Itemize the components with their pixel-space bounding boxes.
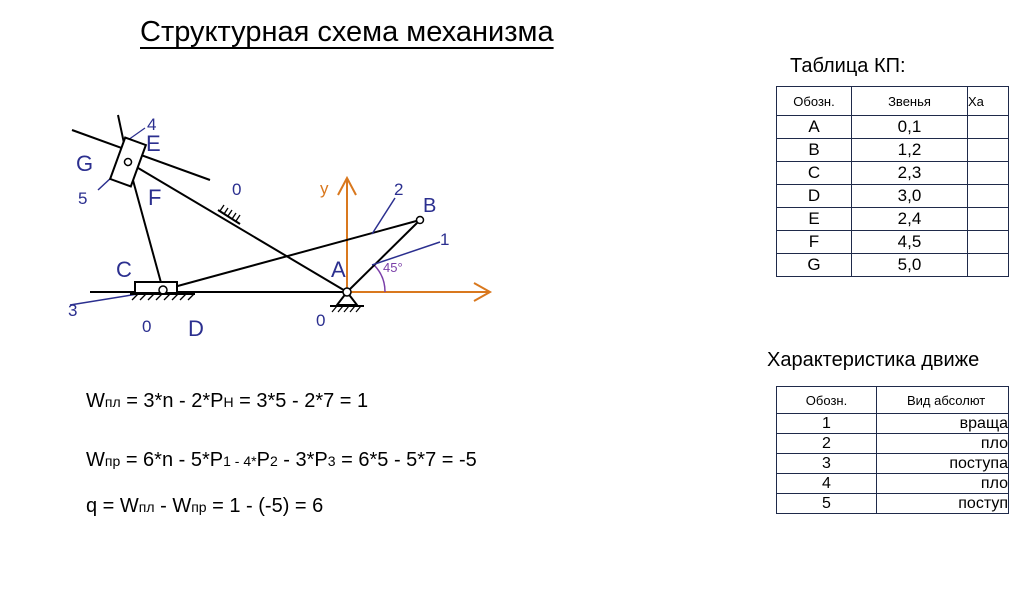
label-link-1: 1 [440, 230, 450, 249]
link-2-BC [163, 220, 420, 290]
label-link-5: 5 [78, 189, 88, 208]
table-row: D 3,0 [777, 185, 1009, 208]
page-title: Структурная схема механизма [140, 16, 554, 48]
slider-C [135, 282, 177, 294]
label-D: D [188, 316, 204, 341]
kp-table-caption: Таблица КП: [790, 55, 906, 77]
formula-w-planar: Wпл = 3*n - 2*PН = 3*5 - 2*7 = 1 [86, 390, 369, 412]
mechanism-diagram [0, 0, 640, 360]
table-row: 1 враща [777, 414, 1009, 434]
label-A: A [331, 257, 346, 282]
table-row: E 2,4 [777, 208, 1009, 231]
kp-table [776, 86, 1009, 277]
label-B: B [423, 195, 437, 217]
link-4-label-leader [128, 128, 145, 140]
label-y: y [320, 179, 329, 198]
joint-B [417, 217, 424, 224]
label-G: G [76, 151, 94, 176]
table-row: G 5,0 [777, 254, 1009, 277]
label-angle: 45° [383, 260, 403, 275]
motion-header-type: Вид абсолют [877, 387, 1009, 414]
table-row: B 1,2 [777, 139, 1009, 162]
table-row: 4 пло [777, 474, 1009, 494]
table-row: C 2,3 [777, 162, 1009, 185]
label-link-4: 4 [147, 115, 157, 134]
formula-w-spatial: Wпр = 6*n - 5*P1 - 4*P2 - 3*P3 = 6*5 - 5*7 = -5 [86, 449, 477, 471]
table-row: 2 пло [777, 434, 1009, 454]
table-row: 3 поступа [777, 454, 1009, 474]
label-C: C [116, 257, 132, 282]
motion-table-caption: Характеристика движе [767, 349, 980, 371]
kp-header-links: Звенья [852, 87, 968, 116]
label-link-2: 2 [394, 180, 404, 199]
label-F: F [148, 185, 162, 210]
motion-header-designation: Обозн. [777, 387, 877, 414]
label-link-3: 3 [68, 301, 78, 320]
kp-header-designation: Обозн. [777, 87, 852, 116]
formula-q: q = Wпл - Wпр = 1 - (-5) = 6 [86, 495, 324, 517]
label-E: E [146, 131, 161, 156]
table-row: F 4,5 [777, 231, 1009, 254]
kp-header-characteristic: Ха [968, 87, 1009, 116]
motion-table-header [777, 387, 1009, 414]
kp-table-header [777, 87, 1009, 116]
label-link-0-C: 0 [142, 317, 152, 336]
motion-table [776, 386, 1009, 514]
coordinate-axes [338, 178, 490, 301]
table-row: 5 поступ [777, 494, 1009, 514]
label-link-0-top: 0 [232, 180, 242, 199]
label-link-0-A: 0 [316, 311, 326, 330]
table-row: A 0,1 [777, 116, 1009, 139]
ground-hatch-D [130, 294, 195, 300]
